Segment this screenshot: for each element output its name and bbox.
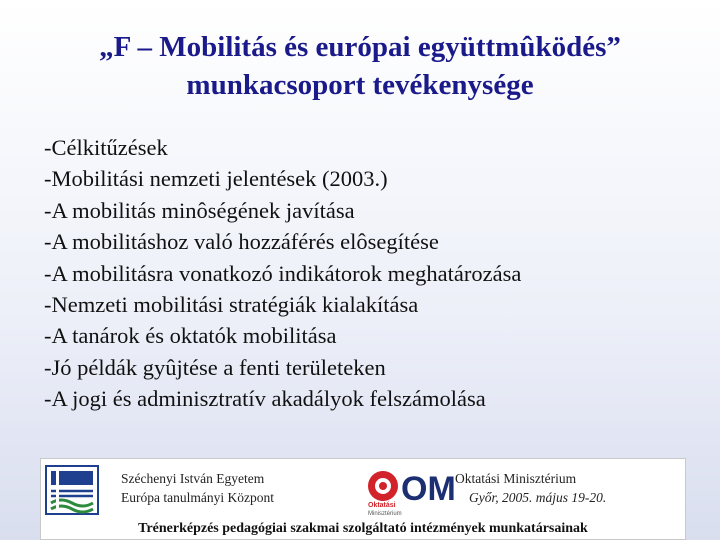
ministry-info (455, 469, 606, 507)
bullet-item: -A jogi és adminisztratív akadályok felszámolása (44, 386, 486, 412)
bullet-item: -Nemzeti mobilitási stratégiák kialakítása (44, 292, 419, 318)
bullet-item: -A tanárok és oktatók mobilitása (44, 323, 337, 349)
training-banner-text: Trénerképzés pedagógiai szakmai szolgáltató intézmények munkatársainak (138, 521, 588, 536)
bullet-item: -A mobilitáshoz való hozzáférés elôsegítése (44, 229, 439, 255)
title-line-1: „F – Mobilitás és európai együttmûködés” (99, 31, 621, 63)
university-name (121, 469, 274, 507)
om-label-line-1: Oktatási (368, 502, 396, 509)
university-line-2: Európa tanulmányi Központ (121, 490, 274, 505)
bullet-item: -Mobilitási nemzeti jelentések (2003.) (44, 166, 388, 192)
bullet-item: -A mobilitásra vonatkozó indikátorok meghatározása (44, 260, 522, 286)
bullet-item: -A mobilitás minôségének javítása (44, 197, 355, 223)
bullet-item: -Célkitűzések (44, 135, 168, 160)
slide-title (20, 28, 700, 104)
ministry-name: Oktatási Minisztérium (455, 471, 577, 486)
om-logo-label (368, 502, 402, 518)
bullet-list (44, 132, 704, 415)
event-date: Győr, 2005. május 19-20. (469, 490, 607, 505)
bullet-item: -Jó példák gyûjtése a fenti területeken (44, 354, 386, 380)
university-logo-icon (45, 465, 99, 515)
om-label-line-2: Minisztérium (368, 511, 402, 517)
title-line-2: munkacsoport tevékenysége (186, 69, 534, 101)
om-mark-text: OM (401, 470, 456, 508)
university-line-1: Széchenyi István Egyetem (121, 471, 265, 486)
footer-banner (40, 458, 686, 540)
